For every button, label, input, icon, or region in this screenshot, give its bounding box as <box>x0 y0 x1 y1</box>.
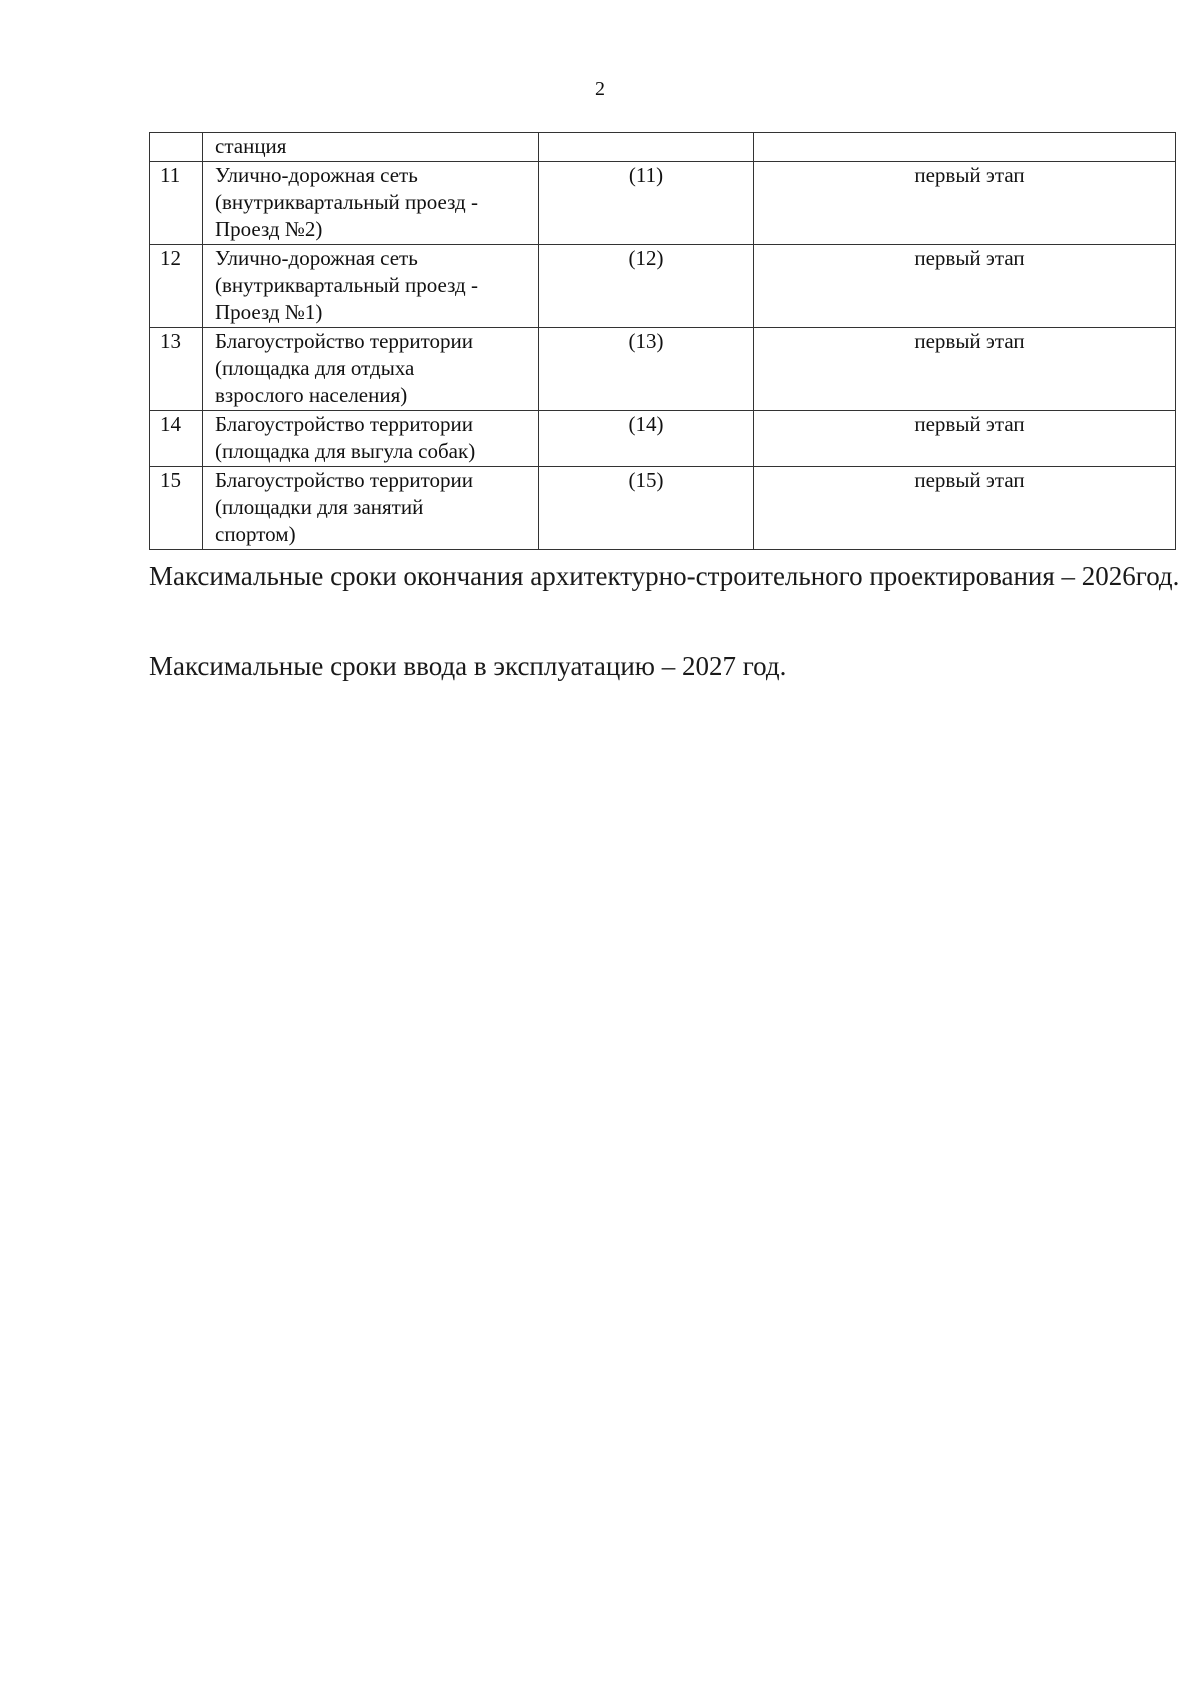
object-name-line: (площадка для выгула собак) <box>215 439 476 463</box>
table-row <box>150 162 1176 245</box>
object-code-cell: (15) <box>539 467 754 550</box>
construction-stage-cell: первый этап <box>754 328 1176 411</box>
table-row <box>150 328 1176 411</box>
table-row <box>150 467 1176 550</box>
object-name-cell <box>203 411 539 467</box>
object-name-cell <box>203 328 539 411</box>
row-number-cell: 15 <box>150 467 203 550</box>
construction-stage-cell: первый этап <box>754 162 1176 245</box>
object-name-cell <box>203 162 539 245</box>
row-number-cell: 12 <box>150 245 203 328</box>
object-name-cell <box>203 245 539 328</box>
object-name-line: (площадки для занятий <box>215 495 424 519</box>
object-code-cell: (12) <box>539 245 754 328</box>
object-name-line: Благоустройство территории <box>215 412 473 436</box>
object-name-line: взрослого населения) <box>215 383 408 407</box>
object-code-cell: (14) <box>539 411 754 467</box>
object-name-line: спортом) <box>215 522 296 546</box>
object-name-line: (внутриквартальный проезд - <box>215 190 478 214</box>
object-name-line: (внутриквартальный проезд - <box>215 273 478 297</box>
row-number-cell <box>150 133 203 162</box>
object-name-line: Улично-дорожная сеть <box>215 246 418 270</box>
object-name-cell <box>203 467 539 550</box>
table-row <box>150 245 1176 328</box>
object-name-line: Благоустройство территории <box>215 468 473 492</box>
page-number: 2 <box>595 78 605 100</box>
construction-stage-cell <box>754 133 1176 162</box>
construction-stage-cell: первый этап <box>754 467 1176 550</box>
construction-stage-cell: первый этап <box>754 411 1176 467</box>
object-name-line: (площадка для отдыха <box>215 356 415 380</box>
object-code-cell <box>539 133 754 162</box>
object-code-cell: (11) <box>539 162 754 245</box>
row-number-cell: 14 <box>150 411 203 467</box>
object-name-line: Проезд №2) <box>215 217 323 241</box>
design-deadline-paragraph: Максимальные сроки окончания архитектурно-строительного проектирования – 2026год. <box>149 561 1180 591</box>
table-row <box>150 411 1176 467</box>
objects-table <box>149 132 1176 550</box>
object-name-cell: станция <box>203 133 539 162</box>
table-row-continuation <box>150 133 1176 162</box>
commissioning-deadline-paragraph: Максимальные сроки ввода в эксплуатацию – 2027 год. <box>149 651 787 681</box>
object-code-cell: (13) <box>539 328 754 411</box>
row-number-cell: 11 <box>150 162 203 245</box>
object-name-line: Проезд №1) <box>215 300 323 324</box>
row-number-cell: 13 <box>150 328 203 411</box>
object-name-line: Улично-дорожная сеть <box>215 163 418 187</box>
construction-stage-cell: первый этап <box>754 245 1176 328</box>
object-name-line: Благоустройство территории <box>215 329 473 353</box>
